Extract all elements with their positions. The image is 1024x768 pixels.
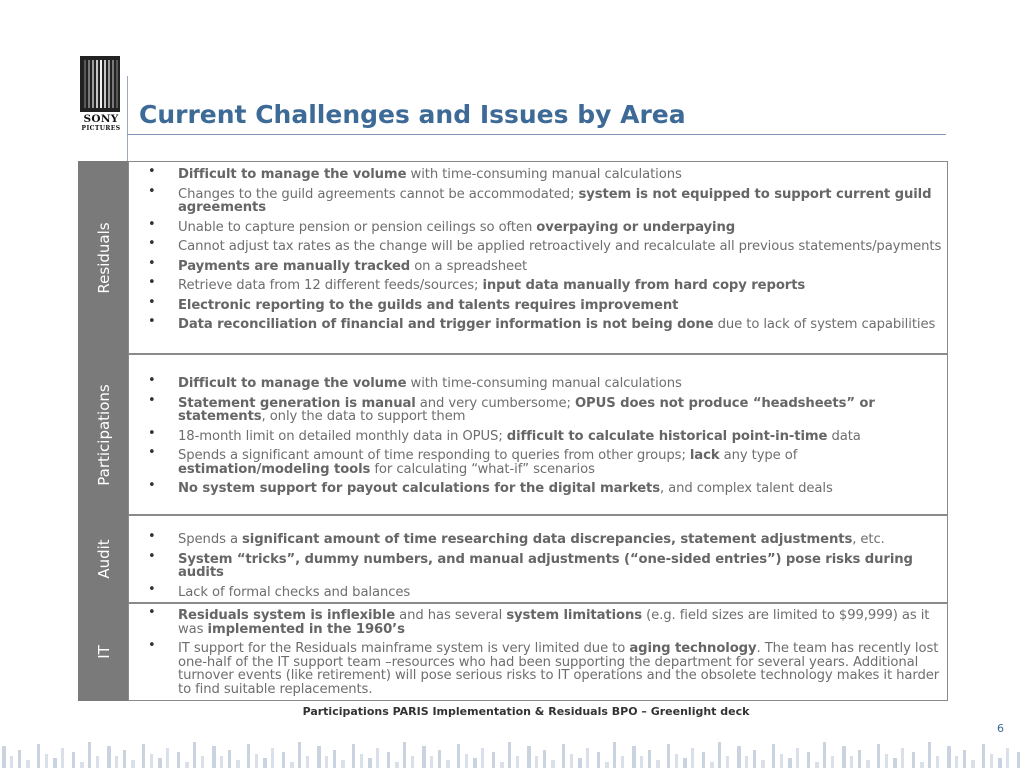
decorative-bar xyxy=(306,756,309,768)
decorative-bar xyxy=(613,742,616,768)
decorative-bar xyxy=(18,750,21,768)
section-content xyxy=(128,161,948,354)
decorative-bar xyxy=(317,746,321,768)
decorative-bar xyxy=(123,750,126,768)
decorative-bar xyxy=(632,746,636,768)
bullet-text: Cannot adjust tax rates as the change will be applied retroactively and recalculate all previous statements/payments xyxy=(178,239,942,254)
decorative-bar xyxy=(1006,748,1009,768)
decorative-bar xyxy=(936,756,939,768)
decorative-bar xyxy=(2,746,6,768)
bullet-item xyxy=(129,397,943,424)
section-label: Residuals xyxy=(94,221,113,294)
decorative-bar xyxy=(150,754,153,768)
bullet-item xyxy=(129,240,943,254)
decorative-bar xyxy=(500,762,504,768)
section-label: IT xyxy=(94,645,113,659)
decorative-bar xyxy=(761,760,765,768)
decorative-bar xyxy=(115,756,118,768)
bullet-text: . The team has recently lost one-half of the IT support team –resources who had been supporting the department for several years. Additional turnover events (like retirement) will pose serious risks to IT operations and the obsolete technology makes it harder to find suitable replacements. xyxy=(178,641,940,697)
decorative-bar xyxy=(726,756,729,768)
decorative-bar xyxy=(457,744,460,768)
page-number: 6 xyxy=(997,722,1004,735)
decorative-bar xyxy=(368,758,372,768)
decorative-bar xyxy=(570,754,573,768)
section-it xyxy=(78,603,948,701)
bullet-bold-text: Data reconciliation of financial and trigger information is not being done xyxy=(178,317,714,332)
bullet-text: with time-consuming manual calculations xyxy=(406,376,682,391)
decorative-bar xyxy=(142,744,145,768)
decorative-bar xyxy=(578,758,582,768)
decorative-bar xyxy=(107,746,111,768)
decorative-bar xyxy=(648,750,651,768)
decorative-bar xyxy=(290,762,294,768)
decorative-bar xyxy=(446,760,450,768)
decorative-bar xyxy=(597,752,600,768)
decorative-bar xyxy=(737,746,741,768)
bullet-text: , and complex talent deals xyxy=(660,481,833,496)
logo-wordmark xyxy=(78,114,124,132)
sony-pictures-stripes-icon xyxy=(80,56,120,112)
bullet-bold-text: Residuals system is inflexible xyxy=(178,608,396,623)
header-vertical-rule xyxy=(127,76,128,162)
decorative-bottom-band xyxy=(0,738,1024,768)
decorative-bar xyxy=(325,756,328,768)
bullet-bold-text: No system support for payout calculations for the digital markets xyxy=(178,481,660,496)
bullet-text: any type of xyxy=(719,448,798,463)
section-content xyxy=(128,354,948,515)
decorative-bar xyxy=(247,744,250,768)
decorative-bar xyxy=(220,756,223,768)
decorative-bar xyxy=(877,744,880,768)
bullet-text: on a spreadsheet xyxy=(410,258,528,274)
bullet-item xyxy=(129,642,943,696)
bullet-bold-text: Payments are manually tracked xyxy=(178,258,411,274)
bullet-item xyxy=(129,260,943,274)
decorative-bar xyxy=(212,746,216,768)
section-label-bar xyxy=(78,515,129,603)
section-label: Participations xyxy=(94,383,113,486)
bullet-text: and very cumbersome; xyxy=(415,395,575,411)
bullet-text: Lack of formal checks and balances xyxy=(178,584,411,600)
bullet-item xyxy=(129,188,943,215)
bullet-item xyxy=(129,221,943,235)
logo-line-2: PICTURES xyxy=(81,124,121,132)
decorative-bar xyxy=(998,758,1002,768)
decorative-bar xyxy=(562,744,565,768)
decorative-bar xyxy=(947,746,951,768)
decorative-bar xyxy=(61,748,64,768)
decorative-bar xyxy=(788,758,792,768)
bullet-bold-text: lack xyxy=(689,448,720,463)
bullet-bold-text: Difficult to manage the volume xyxy=(178,376,407,391)
decorative-bar xyxy=(333,750,336,768)
decorative-bar xyxy=(683,758,687,768)
decorative-bar xyxy=(527,746,531,768)
section-label-bar xyxy=(78,161,129,354)
decorative-bar xyxy=(963,750,966,768)
decorative-bar xyxy=(551,760,555,768)
decorative-bar xyxy=(1017,752,1020,768)
bullet-bold-text: implemented in the 1960’s xyxy=(207,621,405,637)
bullet-item xyxy=(129,553,943,580)
decorative-bar xyxy=(422,746,426,768)
bullet-item xyxy=(129,279,943,293)
decorative-bar xyxy=(640,756,643,768)
decorative-bar xyxy=(53,758,57,768)
bullet-list xyxy=(129,168,943,338)
page-title: Current Challenges and Issues by Area xyxy=(139,100,686,129)
decorative-bar xyxy=(298,742,301,768)
decorative-bar xyxy=(901,748,904,768)
decorative-bar xyxy=(185,762,189,768)
bullet-item xyxy=(129,299,943,313)
bullet-item xyxy=(129,318,943,332)
bullet-text: data xyxy=(827,428,861,444)
bullet-item xyxy=(129,449,943,476)
decorative-bar xyxy=(543,750,546,768)
section-content xyxy=(128,515,948,603)
bullet-text: IT support for the Residuals mainframe system is very limited due to xyxy=(178,641,630,656)
bullet-bold-text: Difficult to manage the volume xyxy=(178,167,407,182)
decorative-bar xyxy=(831,756,834,768)
title-underline xyxy=(127,134,946,135)
decorative-bar xyxy=(88,742,91,768)
bullet-text: (e.g. field sizes are limited to $99,999) as it was xyxy=(178,608,930,637)
decorative-bar xyxy=(430,756,433,768)
section-label-bar xyxy=(78,354,129,515)
decorative-bar xyxy=(955,756,958,768)
bullet-bold-text: aging technology xyxy=(629,641,757,656)
section-content xyxy=(128,603,948,701)
decorative-bar xyxy=(656,760,660,768)
decorative-bar xyxy=(131,760,135,768)
decorative-bar xyxy=(605,762,609,768)
decorative-bar xyxy=(516,756,519,768)
decorative-bar xyxy=(842,746,846,768)
decorative-bar xyxy=(691,748,694,768)
bullet-text: Unable to capture pension or pension ceilings so often xyxy=(178,219,537,235)
decorative-bar xyxy=(508,742,511,768)
bullet-item xyxy=(129,482,943,496)
bullet-text: for calculating “what-if” scenarios xyxy=(370,461,595,477)
bullet-bold-text: overpaying or underpaying xyxy=(536,219,736,235)
decorative-bar xyxy=(37,744,40,768)
bullet-item xyxy=(129,377,943,391)
bullet-bold-text: Electronic reporting to the guilds and talents requires improvement xyxy=(178,297,679,313)
bullet-list xyxy=(129,609,943,702)
decorative-bar xyxy=(772,744,775,768)
bullet-text: due to lack of system capabilities xyxy=(713,317,936,332)
bullet-list xyxy=(129,533,943,605)
bullet-bold-text: System “tricks”, dummy numbers, and manual adjustments (“one-sided entries”) pose risks during audits xyxy=(178,551,913,580)
bullet-bold-text: significant amount of time researching data discrepancies, statement adjustments xyxy=(242,532,853,547)
bullet-bold-text: Statement generation is manual xyxy=(178,395,416,411)
section-label: Audit xyxy=(94,539,113,579)
decorative-bar xyxy=(718,742,721,768)
bullet-list xyxy=(129,377,943,502)
decorative-bar xyxy=(807,752,810,768)
decorative-bar xyxy=(796,748,799,768)
decorative-bar xyxy=(45,754,48,768)
decorative-bar xyxy=(702,752,705,768)
decorative-bar xyxy=(710,762,714,768)
bullet-item xyxy=(129,586,943,600)
bullet-bold-text: difficult to calculate historical point-in-time xyxy=(506,428,828,444)
bullet-bold-text: input data manually from hard copy reports xyxy=(482,278,806,293)
bullet-text: 18-month limit on detailed monthly data in OPUS; xyxy=(178,428,507,444)
decorative-bar xyxy=(920,762,924,768)
bullet-item xyxy=(129,168,943,182)
decorative-bar xyxy=(236,760,240,768)
decorative-bar xyxy=(96,756,99,768)
bullet-text: , only the data to support them xyxy=(261,409,466,424)
decorative-bar xyxy=(403,742,406,768)
decorative-bar xyxy=(438,750,441,768)
decorative-bar xyxy=(193,742,196,768)
sony-pictures-logo xyxy=(78,54,124,134)
decorative-bar xyxy=(465,754,468,768)
bullet-text: Spends a xyxy=(178,532,243,547)
decorative-bar xyxy=(352,744,355,768)
decorative-bar xyxy=(263,758,267,768)
section-audit xyxy=(78,515,948,603)
decorative-bar xyxy=(255,754,258,768)
section-participations xyxy=(78,354,948,515)
decorative-bar xyxy=(586,748,589,768)
decorative-bar xyxy=(912,752,915,768)
bullet-text: , etc. xyxy=(852,532,885,547)
decorative-bar xyxy=(282,752,285,768)
bullet-text: Changes to the guild agreements cannot be accommodated; xyxy=(178,186,579,202)
decorative-bar xyxy=(387,752,390,768)
decorative-bar xyxy=(667,744,670,768)
decorative-bar xyxy=(971,760,975,768)
bullet-bold-text: estimation/modeling tools xyxy=(178,461,371,477)
footer-caption: Participations PARIS Implementation & Residuals BPO – Greenlight deck xyxy=(302,705,750,718)
decorative-bar xyxy=(177,752,180,768)
decorative-bar xyxy=(982,744,985,768)
decorative-bar xyxy=(990,754,993,768)
decorative-bar xyxy=(395,762,399,768)
decorative-bar xyxy=(80,762,84,768)
decorative-bar xyxy=(166,748,169,768)
decorative-bar xyxy=(850,756,853,768)
section-residuals xyxy=(78,161,948,354)
logo-line-1: SONY xyxy=(83,113,119,125)
decorative-bar xyxy=(675,754,678,768)
decorative-bar xyxy=(823,742,826,768)
decorative-bar xyxy=(753,750,756,768)
bullet-bold-text: system is not equipped to support current guild agreements xyxy=(178,186,932,215)
decorative-bar xyxy=(72,752,75,768)
decorative-bar xyxy=(535,756,538,768)
bullet-bold-text: OPUS does not produce “headsheets” or statements xyxy=(178,395,875,424)
bullet-item xyxy=(129,609,943,636)
decorative-bar xyxy=(858,750,861,768)
decorative-bar xyxy=(271,748,274,768)
bullet-bold-text: system limitations xyxy=(506,608,643,623)
section-label-bar xyxy=(78,603,129,701)
bullet-item xyxy=(129,430,943,444)
decorative-bar xyxy=(228,750,231,768)
decorative-bar xyxy=(492,752,495,768)
decorative-bar xyxy=(158,758,162,768)
bullet-text: Spends a significant amount of time responding to queries from other groups; xyxy=(178,448,690,463)
decorative-bar xyxy=(481,748,484,768)
decorative-bar xyxy=(885,754,888,768)
decorative-bar xyxy=(360,754,363,768)
decorative-bar xyxy=(201,756,204,768)
decorative-bar xyxy=(745,756,748,768)
decorative-bar xyxy=(341,760,345,768)
decorative-bar xyxy=(928,742,931,768)
decorative-bar xyxy=(866,760,870,768)
decorative-bar xyxy=(473,758,477,768)
decorative-bar xyxy=(411,756,414,768)
decorative-bar xyxy=(780,754,783,768)
bullet-text: Retrieve data from 12 different feeds/sources; xyxy=(178,278,483,293)
bullet-text: and has several xyxy=(395,608,507,623)
decorative-bar xyxy=(26,760,30,768)
bullet-text: with time-consuming manual calculations xyxy=(406,167,682,182)
decorative-bar xyxy=(815,762,819,768)
decorative-bar xyxy=(10,756,13,768)
decorative-bar xyxy=(893,758,897,768)
decorative-bar xyxy=(621,756,624,768)
decorative-bar xyxy=(376,748,379,768)
bullet-item xyxy=(129,533,943,547)
